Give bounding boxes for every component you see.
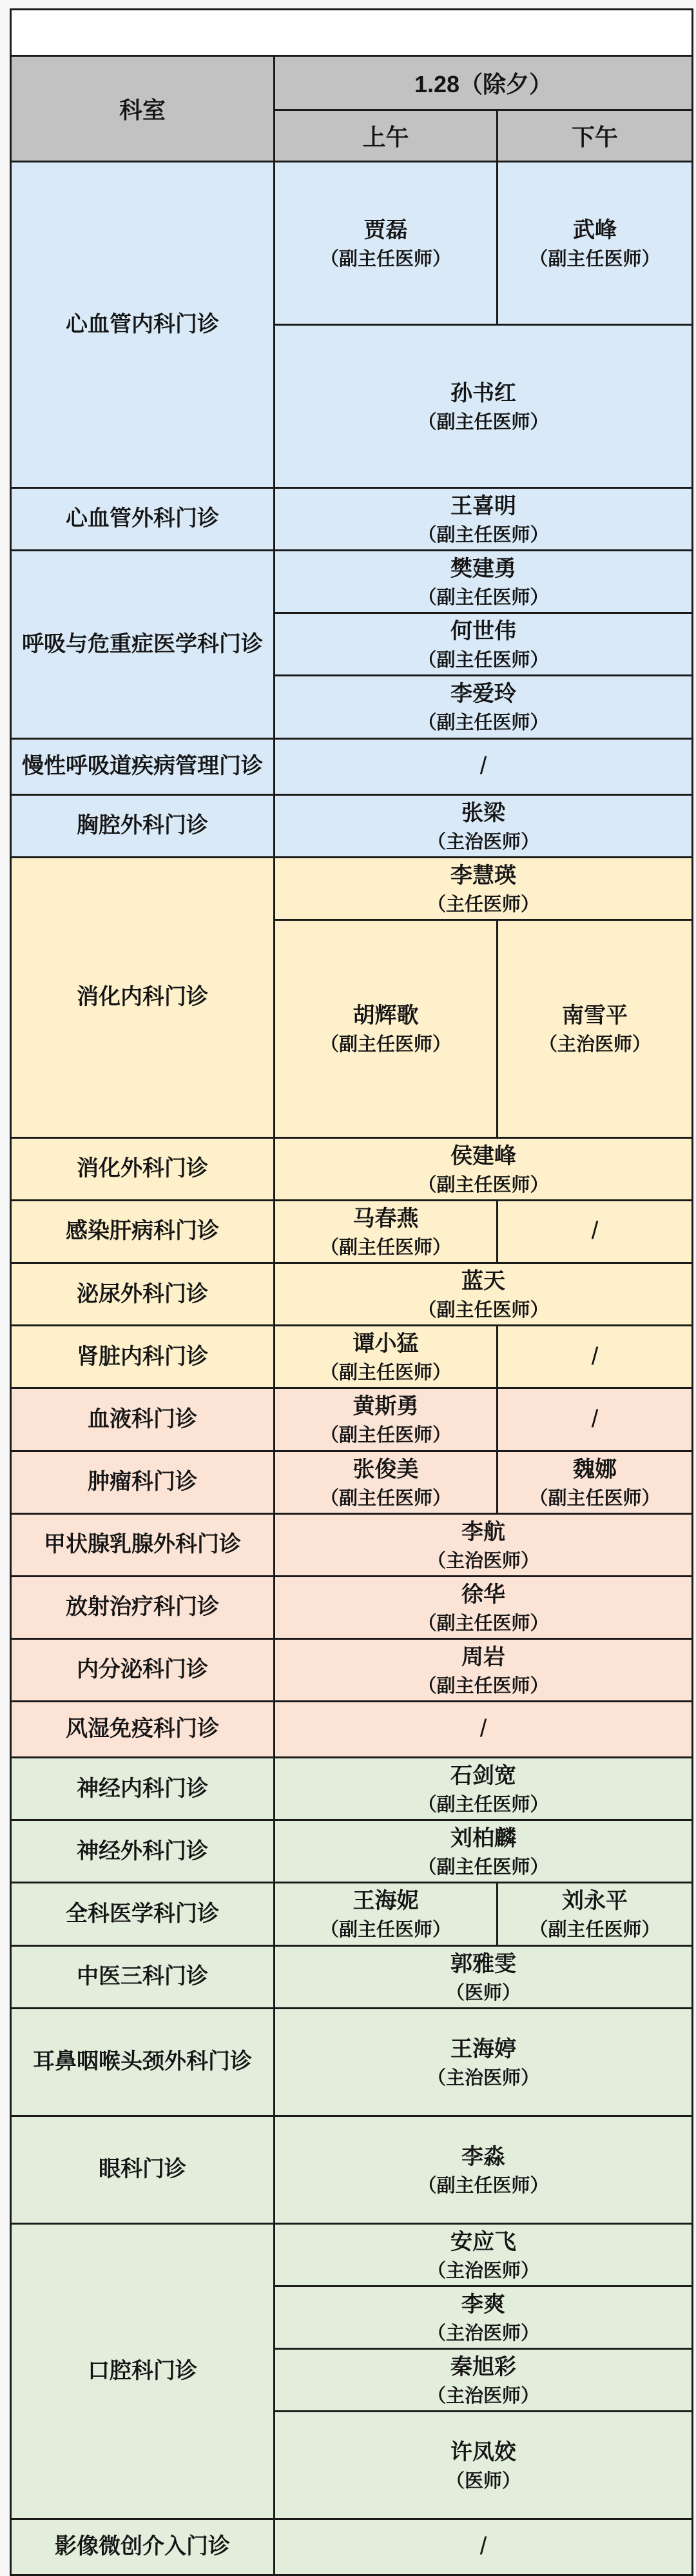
page bbox=[0, 8, 696, 2561]
header-row-date bbox=[11, 56, 693, 110]
doctor-title: （副主任医师） bbox=[320, 1034, 451, 1056]
doctor-name: 谭小猛 bbox=[353, 1332, 419, 1357]
schedule-body bbox=[11, 162, 693, 2575]
doctor-cell bbox=[275, 2348, 693, 2411]
header-date-cell: 1.28（除夕） bbox=[275, 56, 693, 110]
doctor-cell bbox=[275, 676, 693, 738]
doctor-name: 何世伟 bbox=[450, 619, 516, 644]
doctor-name: 魏娜 bbox=[573, 1457, 617, 1482]
empty-slot-cell bbox=[498, 1326, 693, 1388]
doctor-cell bbox=[275, 2008, 693, 2116]
doctor-title: （副主任医师） bbox=[320, 1237, 451, 1258]
doctor-name: 樊建勇 bbox=[450, 556, 516, 582]
dept-cell: 影像微创介入门诊 bbox=[11, 2519, 275, 2575]
doctor-name: 贾磊 bbox=[363, 217, 408, 242]
doctor-name: 周岩 bbox=[461, 1644, 505, 1669]
doctor-title: （主治医师） bbox=[538, 1034, 651, 1056]
doctor-cell bbox=[275, 1820, 693, 1883]
doctor-cell bbox=[275, 1263, 693, 1326]
doctor-name: 李爽 bbox=[461, 2292, 505, 2317]
dept-cell: 肾脏内科门诊 bbox=[11, 1326, 275, 1388]
doctor-title: （主任医师） bbox=[427, 894, 539, 915]
doctor-cell bbox=[275, 2286, 693, 2348]
slash-mark: / bbox=[591, 1342, 599, 1370]
doctor-name: 秦旭彩 bbox=[450, 2354, 516, 2379]
doctor-name: 马春燕 bbox=[353, 1206, 419, 1231]
doctor-name: 郭雅雯 bbox=[450, 1951, 516, 1976]
doctor-name: 安应飞 bbox=[450, 2229, 516, 2254]
dept-cell: 消化外科门诊 bbox=[11, 1137, 275, 1200]
doctor-title: （副主任医师） bbox=[418, 2175, 549, 2196]
dept-cell: 慢性呼吸道疾病管理门诊 bbox=[11, 738, 275, 794]
schedule-row bbox=[11, 551, 693, 613]
doctor-title: （主治医师） bbox=[427, 2067, 539, 2089]
dept-cell: 消化内科门诊 bbox=[11, 857, 275, 1137]
doctor-title: （主治医师） bbox=[427, 831, 539, 852]
header-am-cell: 上午 bbox=[275, 110, 498, 162]
schedule-row bbox=[11, 1820, 693, 1883]
dept-cell: 全科医学科门诊 bbox=[11, 1883, 275, 1945]
doctor-title: （副主任医师） bbox=[418, 525, 549, 546]
schedule-row bbox=[11, 162, 693, 325]
doctor-title: （副主任医师） bbox=[418, 1675, 549, 1696]
dept-cell: 血液科门诊 bbox=[11, 1388, 275, 1451]
doctor-title: （副主任医师） bbox=[418, 1300, 549, 1321]
header-pm-cell: 下午 bbox=[498, 110, 693, 162]
header-dept-cell: 科室 bbox=[11, 56, 275, 162]
schedule-row bbox=[11, 1451, 693, 1513]
doctor-cell bbox=[498, 919, 693, 1137]
schedule-row bbox=[11, 2223, 693, 2286]
schedule-row bbox=[11, 738, 693, 794]
schedule-row bbox=[11, 1702, 693, 1758]
doctor-cell bbox=[275, 2116, 693, 2223]
dept-cell: 呼吸与危重症医学科门诊 bbox=[11, 551, 275, 738]
empty-slot-cell bbox=[275, 738, 693, 794]
slash-mark: / bbox=[591, 1405, 599, 1433]
doctor-title: （副主任医师） bbox=[529, 1920, 661, 1941]
doctor-title: （副主任医师） bbox=[418, 1613, 549, 1634]
doctor-cell bbox=[275, 2412, 693, 2519]
schedule-row bbox=[11, 2116, 693, 2223]
doctor-name: 刘永平 bbox=[562, 1889, 628, 1914]
slash-mark: / bbox=[479, 752, 487, 780]
doctor-name: 李淼 bbox=[461, 2144, 505, 2169]
doctor-cell bbox=[275, 1137, 693, 1200]
doctor-cell bbox=[275, 2223, 693, 2286]
doctor-cell bbox=[275, 1883, 498, 1945]
doctor-title: （副主任医师） bbox=[418, 1174, 549, 1195]
doctor-name: 黄斯勇 bbox=[353, 1394, 419, 1419]
doctor-title: （副主任医师） bbox=[320, 1425, 451, 1446]
doctor-title: （副主任医师） bbox=[320, 1920, 451, 1941]
doctor-name: 张梁 bbox=[461, 800, 505, 825]
doctor-cell bbox=[275, 1638, 693, 1701]
title-row bbox=[11, 10, 693, 56]
doctor-cell bbox=[275, 1388, 498, 1451]
doctor-title: （副主任医师） bbox=[418, 1857, 549, 1878]
dept-cell: 中医三科门诊 bbox=[11, 1945, 275, 2008]
doctor-title: （副主任医师） bbox=[529, 1488, 661, 1509]
doctor-cell bbox=[275, 1513, 693, 1576]
dept-cell: 胸腔外科门诊 bbox=[11, 794, 275, 857]
doctor-name: 李慧瑛 bbox=[450, 863, 516, 888]
empty-slot-cell bbox=[275, 1702, 693, 1758]
doctor-cell bbox=[498, 1451, 693, 1513]
doctor-title: （主治医师） bbox=[427, 2323, 539, 2344]
dept-cell: 神经外科门诊 bbox=[11, 1820, 275, 1883]
dept-cell: 眼科门诊 bbox=[11, 2116, 275, 2223]
doctor-cell bbox=[275, 1945, 693, 2008]
doctor-name: 孙书红 bbox=[450, 380, 516, 406]
doctor-title: （副主任医师） bbox=[418, 650, 549, 671]
schedule-row bbox=[11, 794, 693, 857]
doctor-name: 侯建峰 bbox=[450, 1143, 516, 1168]
doctor-cell bbox=[275, 488, 693, 551]
doctor-cell bbox=[275, 1326, 498, 1388]
doctor-name: 胡辉歌 bbox=[353, 1003, 419, 1028]
dept-cell: 肿瘤科门诊 bbox=[11, 1451, 275, 1513]
doctor-title: （副主任医师） bbox=[418, 1794, 549, 1816]
doctor-name: 王喜明 bbox=[450, 494, 516, 518]
dept-cell: 风湿免疫科门诊 bbox=[11, 1702, 275, 1758]
dept-cell: 甲状腺乳腺外科门诊 bbox=[11, 1513, 275, 1576]
doctor-name: 王海婷 bbox=[450, 2036, 516, 2061]
doctor-title: （副主任医师） bbox=[418, 587, 549, 609]
schedule-row bbox=[11, 1638, 693, 1701]
slash-mark: / bbox=[479, 2533, 487, 2561]
schedule-row bbox=[11, 1263, 693, 1326]
doctor-name: 南雪平 bbox=[562, 1003, 628, 1028]
dept-cell: 感染肝病科门诊 bbox=[11, 1200, 275, 1263]
dept-cell: 口腔科门诊 bbox=[11, 2223, 275, 2519]
doctor-title: （主治医师） bbox=[427, 1550, 539, 1571]
doctor-cell bbox=[498, 162, 693, 325]
schedule-row bbox=[11, 1200, 693, 1263]
doctor-name: 李爱玲 bbox=[450, 682, 516, 707]
slash-mark: / bbox=[479, 1715, 487, 1743]
schedule-row bbox=[11, 1513, 693, 1576]
doctor-title: （医师） bbox=[445, 1982, 521, 2003]
doctor-title: （医师） bbox=[445, 2471, 521, 2492]
doctor-title: （主治医师） bbox=[427, 2385, 539, 2406]
doctor-title: （副主任医师） bbox=[418, 713, 549, 734]
doctor-name: 李航 bbox=[461, 1519, 505, 1544]
doctor-cell bbox=[275, 857, 693, 919]
doctor-cell bbox=[498, 1883, 693, 1945]
doctor-title: （副主任医师） bbox=[320, 1362, 451, 1384]
dept-cell: 泌尿外科门诊 bbox=[11, 1263, 275, 1326]
dept-cell: 心血管外科门诊 bbox=[11, 488, 275, 551]
dept-cell: 心血管内科门诊 bbox=[11, 162, 275, 488]
empty-slot-cell bbox=[275, 2519, 693, 2575]
title-row-cell bbox=[11, 10, 693, 56]
doctor-name: 张俊美 bbox=[353, 1457, 419, 1482]
doctor-title: （副主任医师） bbox=[418, 411, 549, 433]
empty-slot-cell bbox=[498, 1200, 693, 1263]
doctor-cell bbox=[275, 1200, 498, 1263]
doctor-title: （副主任医师） bbox=[320, 1488, 451, 1509]
doctor-cell bbox=[275, 794, 693, 857]
schedule-row bbox=[11, 1326, 693, 1388]
schedule-row bbox=[11, 1576, 693, 1638]
schedule-row bbox=[11, 488, 693, 551]
schedule-table bbox=[10, 8, 693, 2576]
doctor-name: 许凤姣 bbox=[450, 2440, 516, 2465]
doctor-cell bbox=[275, 1758, 693, 1820]
empty-slot-cell bbox=[498, 1388, 693, 1451]
doctor-cell bbox=[275, 162, 498, 325]
dept-cell: 耳鼻咽喉头颈外科门诊 bbox=[11, 2008, 275, 2116]
schedule-row bbox=[11, 1758, 693, 1820]
doctor-name: 刘柏麟 bbox=[450, 1826, 516, 1851]
doctor-name: 石剑宽 bbox=[450, 1764, 516, 1789]
dept-cell: 神经内科门诊 bbox=[11, 1758, 275, 1820]
doctor-name: 徐华 bbox=[461, 1582, 505, 1607]
schedule-row bbox=[11, 1137, 693, 1200]
doctor-cell bbox=[275, 613, 693, 676]
dept-cell: 内分泌科门诊 bbox=[11, 1638, 275, 1701]
doctor-name: 武峰 bbox=[573, 217, 617, 242]
schedule-row bbox=[11, 2008, 693, 2116]
doctor-title: （副主任医师） bbox=[529, 248, 661, 270]
doctor-name: 王海妮 bbox=[353, 1889, 419, 1914]
schedule-row bbox=[11, 857, 693, 919]
doctor-title: （主治医师） bbox=[427, 2260, 539, 2281]
doctor-cell bbox=[275, 919, 498, 1137]
schedule-row bbox=[11, 1945, 693, 2008]
doctor-cell bbox=[275, 1576, 693, 1638]
doctor-title: （副主任医师） bbox=[320, 248, 451, 270]
schedule-row bbox=[11, 1883, 693, 1945]
doctor-cell bbox=[275, 1451, 498, 1513]
doctor-cell bbox=[275, 325, 693, 488]
doctor-name: 蓝天 bbox=[461, 1269, 505, 1294]
slash-mark: / bbox=[591, 1217, 599, 1245]
dept-cell: 放射治疗科门诊 bbox=[11, 1576, 275, 1638]
schedule-row bbox=[11, 2519, 693, 2575]
doctor-cell bbox=[275, 551, 693, 613]
schedule-row bbox=[11, 1388, 693, 1451]
